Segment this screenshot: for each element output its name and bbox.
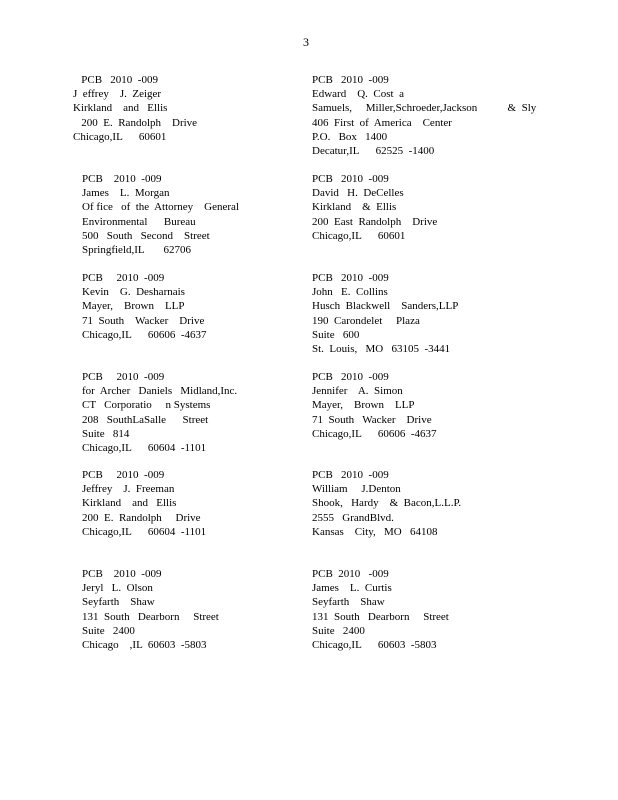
address-block-olson	[82, 567, 219, 652]
city-state-zip: Chicago,IL 60604 -1101	[82, 525, 207, 538]
case-number: PCB 2010 -009	[82, 568, 162, 580]
recipient-name: David H. DeCelles	[312, 187, 404, 200]
city-state-zip: Chicago,IL 60606 -4637	[82, 328, 207, 341]
firm-name: Kirkland and Ellis	[73, 102, 168, 115]
case-number: PCB 2010 -009	[312, 173, 389, 185]
firm-name: Seyfarth Shaw	[82, 596, 155, 609]
case-number: PCB 2010 -009	[82, 173, 162, 185]
street-address: 200 East Randolph Drive	[312, 215, 438, 228]
city-state-zip: St. Louis, MO 63105 -3441	[312, 343, 451, 356]
street-address: 406 First of America Center	[312, 116, 452, 129]
firm-name: Kirkland & Ellis	[312, 201, 397, 214]
case-number: PCB 2010 -009	[312, 272, 389, 284]
case-number: PCB 2010 -009	[312, 74, 389, 86]
recipient-name: Jeffrey J. Freeman	[82, 483, 175, 496]
firm-name: Husch Blackwell Sanders,LLP	[312, 300, 459, 313]
recipient-name: Jennifer A. Simon	[312, 385, 403, 398]
office-name: Of fice of the Attorney General	[82, 201, 239, 214]
address-block-freeman	[82, 468, 206, 539]
page-number: 3	[303, 35, 309, 49]
firm-name: Samuels, Miller,Schroeder,Jackson & Sly	[312, 102, 537, 115]
address-block-collins	[312, 271, 458, 356]
street-address: 200 E. Randolph Drive	[82, 511, 201, 524]
street-address: 131 South Dearborn Street	[312, 610, 449, 623]
bureau-name: Environmental Bureau	[82, 215, 196, 228]
recipient-name: J effrey J. Zeiger	[73, 88, 162, 101]
address-block-denton	[312, 468, 461, 539]
case-number: PCB 2010 -009	[312, 568, 389, 580]
address-block-zeiger	[73, 73, 197, 144]
street-address: 208 SouthLaSalle Street	[82, 413, 209, 426]
case-number: PCB 2010 -009	[73, 74, 158, 86]
city-state-zip: Chicago,IL 60603 -5803	[312, 639, 437, 652]
recipient-name: for Archer Daniels Midland,Inc.	[82, 385, 238, 398]
agent-name: CT Corporatio n Systems	[82, 399, 211, 412]
address-block-archer-daniels	[82, 370, 237, 455]
case-number: PCB 2010 -009	[312, 469, 389, 481]
address-block-cost	[312, 73, 536, 158]
recipient-name: James L. Curtis	[312, 582, 392, 595]
street-address: 2555 GrandBlvd.	[312, 511, 394, 524]
suite: Suite 600	[312, 328, 360, 341]
suite: Suite 2400	[312, 624, 365, 637]
city-state-zip: Kansas City, MO 64108	[312, 525, 438, 538]
address-block-morgan	[82, 172, 239, 257]
street-address: 71 South Wacker Drive	[312, 413, 432, 426]
suite: Suite 2400	[82, 624, 135, 637]
suite: Suite 814	[82, 427, 130, 440]
firm-name: Kirkland and Ellis	[82, 497, 177, 510]
case-number: PCB 2010 -009	[82, 469, 165, 481]
firm-name: Shook, Hardy & Bacon,L.L.P.	[312, 497, 462, 510]
recipient-name: Edward Q. Cost a	[312, 88, 404, 101]
city-state-zip: Decatur,IL 62525 -1400	[312, 145, 435, 158]
recipient-name: James L. Morgan	[82, 187, 170, 200]
city-state-zip: Chicago,IL 60604 -1101	[82, 442, 207, 455]
case-number: PCB 2010 -009	[82, 371, 165, 383]
city-state-zip: Chicago,IL 60606 -4637	[312, 427, 437, 440]
city-state-zip: Chicago ,IL 60603 -5803	[82, 639, 207, 652]
address-block-simon	[312, 370, 437, 441]
recipient-name: William J.Denton	[312, 483, 401, 496]
firm-name: Mayer, Brown LLP	[312, 399, 415, 412]
address-block-decelles	[312, 172, 437, 243]
recipient-name: Kevin G. Desharnais	[82, 286, 185, 299]
po-box: P.O. Box 1400	[312, 130, 388, 143]
address-block-curtis	[312, 567, 449, 652]
firm-name: Mayer, Brown LLP	[82, 300, 185, 313]
case-number: PCB 2010 -009	[312, 371, 389, 383]
case-number: PCB 2010 -009	[82, 272, 165, 284]
city-state-zip: Springfield,IL 62706	[82, 244, 191, 257]
street-address: 500 South Second Street	[82, 229, 210, 242]
recipient-name: Jeryl L. Olson	[82, 582, 153, 595]
street-address: 200 E. Randolph Drive	[73, 116, 198, 129]
street-address: 190 Carondelet Plaza	[312, 314, 420, 327]
address-block-desharnais	[82, 271, 207, 342]
city-state-zip: Chicago,IL 60601	[312, 229, 406, 242]
street-address: 131 South Dearborn Street	[82, 610, 219, 623]
recipient-name: John E. Collins	[312, 286, 388, 299]
city-state-zip: Chicago,IL 60601	[73, 130, 167, 143]
street-address: 71 South Wacker Drive	[82, 314, 205, 327]
firm-name: Seyfarth Shaw	[312, 596, 385, 609]
